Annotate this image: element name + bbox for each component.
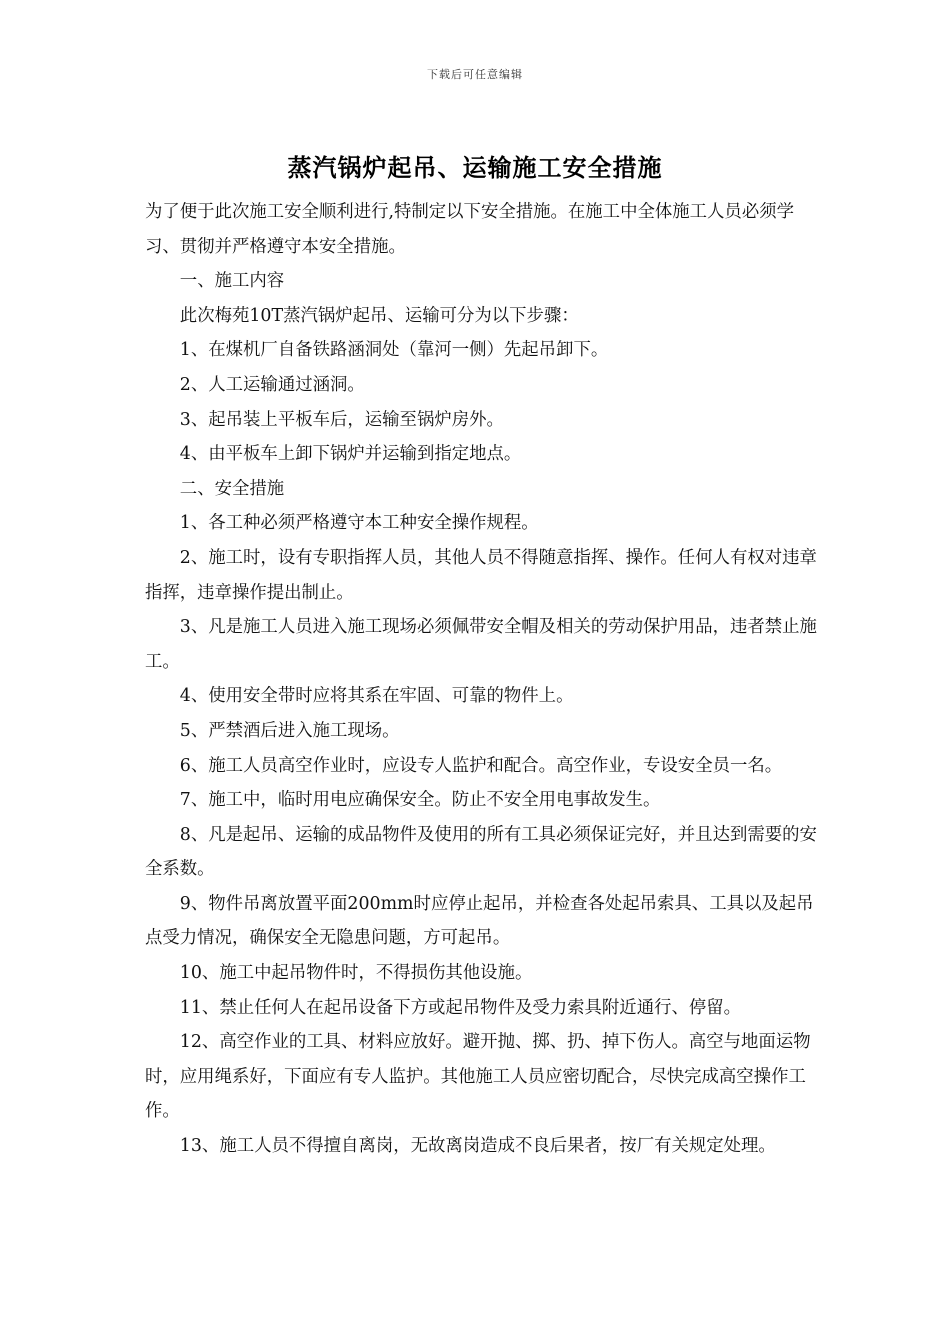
document-body xyxy=(145,195,825,1164)
section-heading-safety-measures: 二、安全措施 xyxy=(179,478,285,499)
safety-measure-item: 3、凡是施工人员进入施工现场必须佩带安全帽及相关的劳动保护用品，违者禁止施工。 xyxy=(145,617,817,672)
intro-paragraph: 为了便于此次施工安全顺利进行,特制定以下安全措施。在施工中全体施工人员必须学习、贯彻并严格遵守本安全措施。 xyxy=(145,202,794,257)
header-note: 下载后可任意编辑 xyxy=(427,68,523,81)
safety-measure-item: 8、凡是起吊、运输的成品物件及使用的所有工具必须保证完好，并且达到需要的安全系数。 xyxy=(145,824,817,880)
safety-measure-item: 7、施工中，临时用电应确保安全。防止不安全用电事故发生。 xyxy=(179,790,661,811)
construction-step: 3、起吊装上平板车后，运输至锅炉房外。 xyxy=(179,409,504,430)
safety-measure-item: 5、严禁酒后进入施工现场。 xyxy=(179,720,400,741)
construction-step: 2、人工运输通过涵洞。 xyxy=(179,374,365,395)
safety-measure-item: 2、施工时，设有专职指挥人员，其他人员不得随意指挥、操作。任何人有权对违章指挥，违章操作提出制止。 xyxy=(145,547,817,603)
construction-steps-lead: 此次梅苑10T蒸汽锅炉起吊、运输可分为以下步骤： xyxy=(179,305,579,326)
safety-measure-item: 9、物件吊离放置平面200mm时应停止起吊，并检查各处起吊索具、工具以及起吊点受力情况，确保安全无隐患问题，方可起吊。 xyxy=(145,893,814,949)
safety-measure-item: 13、施工人员不得擅自离岗，无故离岗造成不良后果者，按厂有关规定处理。 xyxy=(179,1136,776,1157)
safety-measure-item: 4、使用安全带时应将其系在牢固、可靠的物件上。 xyxy=(179,686,574,707)
document-title: 蒸汽锅炉起吊、运输施工安全措施 xyxy=(287,153,663,182)
construction-step: 4、由平板车上卸下锅炉并运输到指定地点。 xyxy=(179,444,522,465)
safety-measure-item: 1、各工种必须严格遵守本工种安全操作规程。 xyxy=(179,513,539,534)
construction-step: 1、在煤机厂自备铁路涵洞处（靠河一侧）先起吊卸下。 xyxy=(179,340,609,361)
section-heading-construction-content: 一、施工内容 xyxy=(179,271,285,292)
safety-measure-item: 11、禁止任何人在起吊设备下方或起吊物件及受力索具附近通行、停留。 xyxy=(179,997,742,1018)
safety-measure-item: 6、施工人员高空作业时，应设专人监护和配合。高空作业，专设安全员一名。 xyxy=(179,755,783,776)
safety-measure-item: 10、施工中起吊物件时，不得损伤其他设施。 xyxy=(179,963,533,984)
safety-measure-item: 12、高空作业的工具、材料应放好。避开抛、掷、扔、掉下伤人。高空与地面运物时，应用绳系好，下面应有专人监护。其他施工人员应密切配合，尽快完成高空操作工作。 xyxy=(145,1032,811,1122)
